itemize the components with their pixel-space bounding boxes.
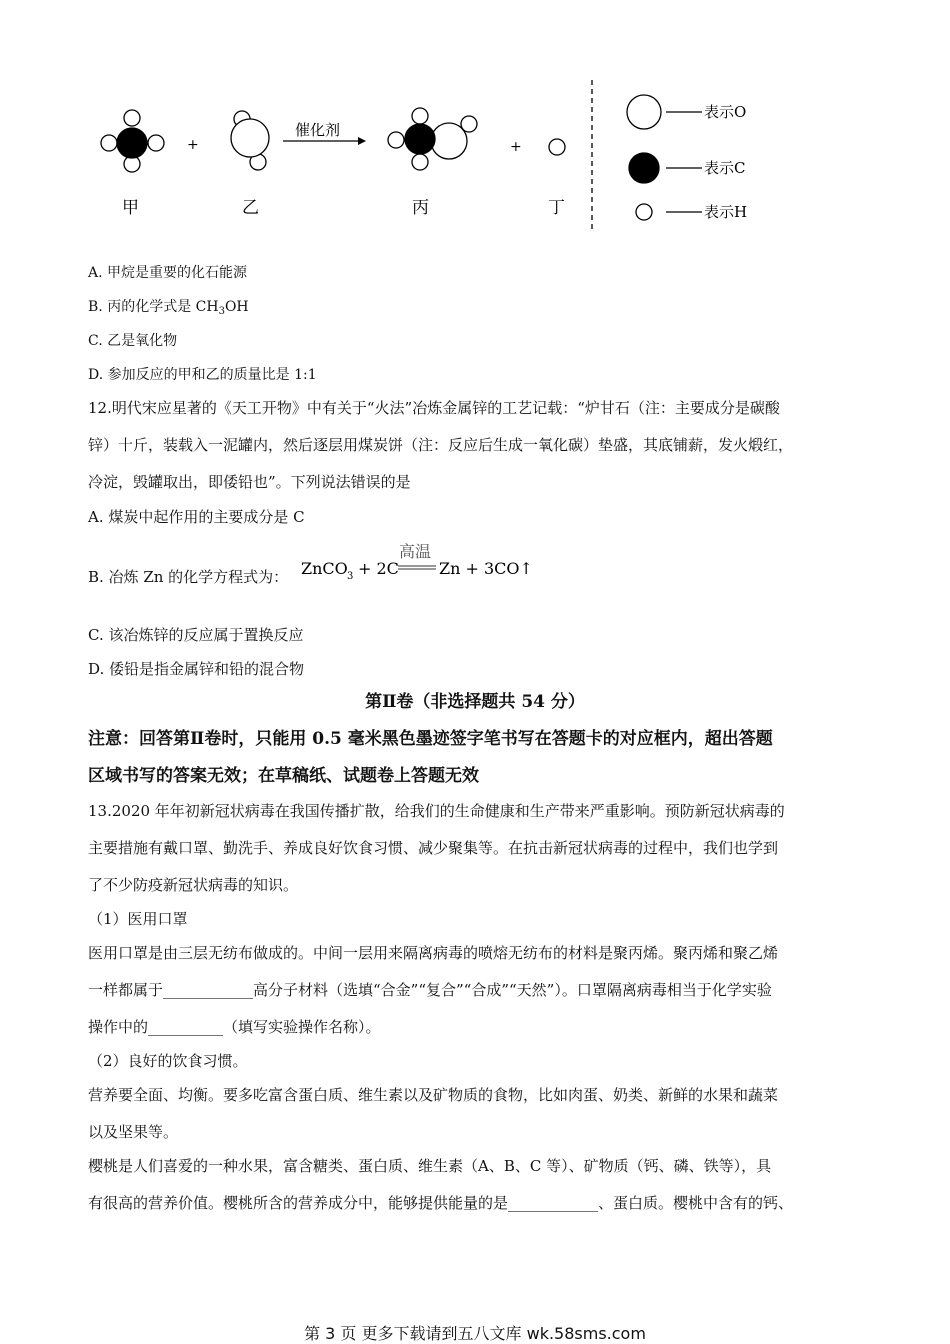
equation-condition: 高温	[399, 542, 432, 561]
carbon-symbol	[629, 153, 659, 183]
q11-option-d: D. 参加反应的甲和乙的质量比是 1:1	[88, 367, 317, 383]
plus-sign: +	[510, 139, 522, 155]
q13-part2-title: （2）良好的饮食习惯。	[88, 1052, 248, 1070]
equation-middle: + 2C	[358, 559, 399, 578]
section-title: 第Ⅱ卷（非选择题共 54 分）	[365, 692, 585, 712]
q11-option-c: C. 乙是氧化物	[88, 333, 178, 349]
legend-carbon: 表示C	[704, 159, 746, 177]
equation-right: Zn + 3CO↑	[439, 559, 533, 578]
molecule-jia	[101, 110, 164, 172]
chemical-equation	[300, 540, 560, 590]
label-jia: 甲	[122, 198, 139, 218]
section-note-line1: 注意：回答第Ⅱ卷时，只能用 0.5 毫米黑色墨迹签字笔书写在答题卡的对应框内，超出答题	[88, 729, 773, 749]
legend-oxygen: 表示O	[704, 103, 747, 121]
q13-stem-line1: 13.2020 年年初新冠状病毒在我国传播扩散，给我们的生命健康和生产带来严重影响。预防新冠状病毒的	[88, 802, 785, 820]
q11-option-b	[88, 297, 249, 322]
q12-option-c: C. 该冶炼锌的反应属于置换反应	[88, 626, 304, 644]
hydrogen-symbol	[636, 204, 652, 220]
q12-option-d: D. 倭铅是指金属锌和铅的混合物	[88, 660, 305, 678]
q13-stem-line2: 主要措施有戴口罩、勤洗手、养成良好饮食习惯、减少聚集等。在抗击新冠状病毒的过程中，我们也学到	[88, 839, 779, 857]
reaction-diagram	[80, 70, 880, 245]
option-b-suffix: OH	[224, 299, 249, 315]
legend	[627, 95, 747, 221]
catalyst-label: 催化剂	[295, 121, 341, 139]
equation-left-sub: 3	[347, 571, 354, 582]
q13-part2-line4: 有很高的营养价值。樱桃所含的营养成分中，能够提供能量的是____________、蛋白质。樱桃中含有的钙、	[88, 1194, 794, 1212]
q13-part2-line1: 营养要全面、均衡。要多吃富含蛋白质、维生素以及矿物质的食物，比如肉蛋、奶类、新鲜的水果和蔬菜	[88, 1086, 779, 1104]
label-yi: 乙	[242, 198, 259, 218]
molecule-ding	[549, 139, 565, 155]
equation-left: ZnCO	[301, 559, 348, 578]
option-b-text: B. 丙的化学式是 CH	[88, 299, 219, 315]
arrow-head-icon	[358, 137, 366, 145]
page-footer: 第 3 页 更多下载请到五八文库 wk.58sms.com	[304, 1324, 646, 1343]
q13-part2-line2: 以及坚果等。	[88, 1123, 179, 1141]
q13-part1-line1: 医用口罩是由三层无纺布做成的。中间一层用来隔离病毒的喷熔无纺布的材料是聚丙烯。聚丙烯和聚乙烯	[88, 944, 779, 962]
subscript: 3	[218, 306, 225, 317]
q13-part1-title: （1）医用口罩	[88, 910, 188, 928]
q12-option-a: A. 煤炭中起作用的主要成分是 C	[88, 508, 305, 526]
label-ding: 丁	[548, 198, 565, 218]
q13-part1-line3: 操作中的__________（填写实验操作名称）。	[88, 1018, 381, 1036]
q12-stem-line3: 冷淀，毁罐取出，即倭铅也”。下列说法错误的是	[88, 473, 411, 491]
oxygen-symbol	[627, 95, 661, 129]
label-bing: 丙	[412, 198, 429, 218]
q13-part2-line3: 樱桃是人们喜爱的一种水果，富含糖类、蛋白质、维生素（A、B、C 等）、矿物质（钙、磷、铁等），具	[88, 1157, 772, 1175]
q12-stem-line1: 12.明代宋应星著的《天工开物》中有关于“火法”冶炼金属锌的工艺记载：“炉甘石（注：主要成分是碳酸	[88, 399, 780, 417]
q13-stem-line3: 了不少防疫新冠状病毒的知识。	[88, 876, 299, 894]
q12-option-b: B. 冶炼 Zn 的化学方程式为：	[88, 568, 289, 586]
plus-sign: +	[187, 137, 199, 153]
q13-part1-line2: 一样都属于____________高分子材料（选填“合金”“复合”“合成”“天然”）。口罩隔离病毒相当于化学实验	[88, 981, 772, 999]
section-note-line2: 区域书写的答案无效；在草稿纸、试题卷上答题无效	[88, 766, 479, 786]
molecule-yi	[231, 111, 269, 170]
q12-stem-line2: 锌）十斤，装载入一泥罐内，然后逐层用煤炭饼（注：反应后生成一氧化碳）垫盛，其底铺薪，发火煅红，	[88, 436, 794, 454]
molecule-bing	[388, 108, 477, 170]
q11-option-a: A. 甲烷是重要的化石能源	[88, 265, 248, 281]
legend-hydrogen: 表示H	[704, 203, 748, 221]
